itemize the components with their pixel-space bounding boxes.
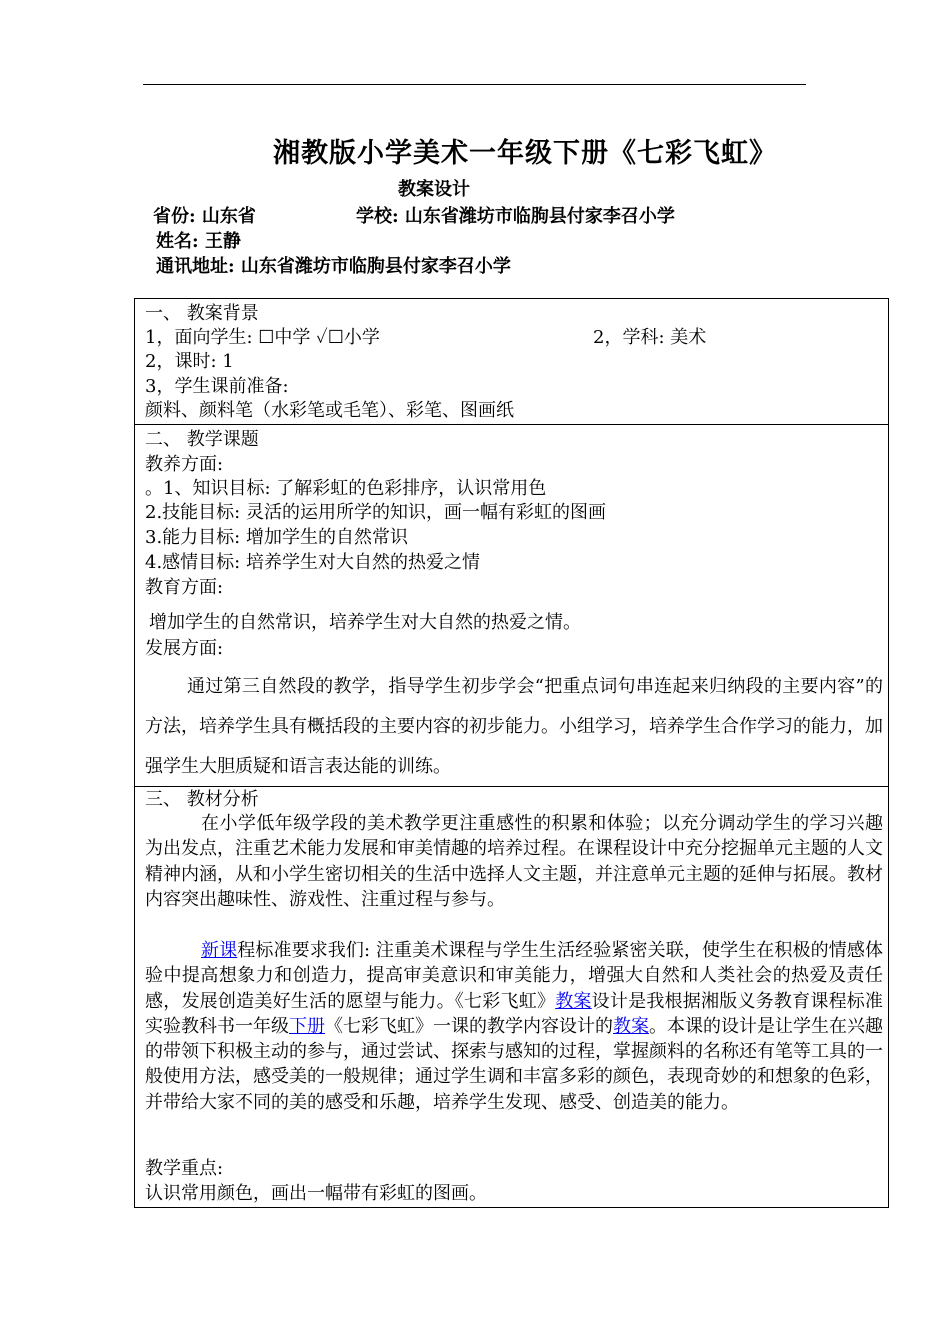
goal-line: 教养方面: (145, 454, 224, 475)
prep-label: 3，学生课前准备: (145, 376, 289, 397)
key-point-label: 教学重点: (145, 1158, 224, 1179)
page-title: 湘教版小学美术一年级下册《七彩飞虹》 (273, 138, 777, 169)
subject: 2，学科: 美术 (593, 327, 707, 348)
page-subtitle: 教案设计 (398, 179, 470, 200)
key-point-text: 认识常用颜色，画出一幅带有彩虹的图画。 (145, 1183, 487, 1204)
jiaoan-link[interactable]: 教案 (613, 1015, 649, 1037)
paragraph-text: 。本课的设计是让学生在兴趣的带领下积极主动的参与，通过尝试、探索与感知的过程，掌握颜料的名称还有笔等工具的一般使用方法，感受美的一般规律；通过学生调和丰富多彩的颜色，表现奇妙的和想象的色彩，并带给大家不同的美的感受和乐趣，培养学生发现、感受、创造美的能力。 (145, 1015, 883, 1113)
section-background (134, 298, 889, 425)
section-heading: 三、 教材分析 (145, 789, 259, 810)
xinke-link[interactable]: 新课 (201, 940, 238, 961)
analysis-paragraph-2 (145, 938, 883, 1115)
paragraph-text: 《七彩飞虹》一课的教学内容设计的 (325, 1015, 613, 1037)
goal-line: 教育方面: (145, 577, 224, 598)
analysis-paragraph-1: 在小学低年级学段的美术教学更注重感性的积累和体验；以充分调动学生的学习兴趣为出发点，注重艺术能力发展和审美情趣的培养过程。在课程设计中充分挖掘单元主题的人文精神内涵，从和小学生密切相关的生活中选择人文主题，并注意单元主题的延伸与拓展。教材内容突出趣味性、游戏性、注重过程与参与。 (145, 813, 883, 910)
goal-line: 3.能力目标: 增加学生的自然常识 (145, 527, 408, 548)
header-rule (143, 84, 806, 85)
xiace-link[interactable]: 下册 (289, 1015, 325, 1037)
goal-line: 4.感情目标: 培养学生对大自然的热爱之情 (145, 552, 480, 573)
paragraph-text: 设计是我根据湘版义务教育课程标准实验教科书一年级 (145, 990, 884, 1037)
section-heading: 二、 教学课题 (145, 429, 259, 450)
development-label: 发展方面: (145, 638, 224, 659)
prep-items: 颜料、颜料笔（水彩笔或毛笔）、彩笔、图画纸 (145, 400, 514, 421)
development-text: 通过第三自然段的教学，指导学生初步学会“把重点词句串连起来归纳段的主要内容”的方法，培养学生具有概括段的主要内容的初步能力。小组学习，培养学生合作学习的能力，加强学生大胆质疑和语言表达能的训练。 (145, 676, 883, 777)
goal-line: 。1、知识目标: 了解彩虹的色彩排序，认识常用色 (145, 478, 547, 499)
section-heading: 一、 教案背景 (145, 303, 259, 324)
section-topic (134, 424, 889, 787)
section-analysis (134, 786, 889, 1208)
school-field: 学校: 山东省潍坊市临朐县付家李召小学 (356, 206, 675, 227)
target-students: 1，面向学生: ☐中学 ✓☐小学 (145, 327, 380, 348)
class-hours: 2，课时: 1 (145, 351, 234, 372)
name-field: 姓名: 王静 (156, 231, 241, 252)
province-field: 省份: 山东省 (153, 206, 256, 227)
jiaoan-link[interactable]: 教案 (555, 990, 592, 1012)
address-field: 通讯地址: 山东省潍坊市临朐县付家李召小学 (156, 256, 511, 277)
goal-line: 2.技能目标: 灵活的运用所学的知识，画一幅有彩虹的图画 (145, 502, 606, 523)
education-text: 增加学生的自然常识，培养学生对大自然的热爱之情。 (149, 612, 581, 633)
paragraph-text: 程标准要求我们: 注重美术课程与学生生活经验紧密关联，使学生在积极的情感体验中提高想象力和创造力，提高审美意识和审美能力，增强大自然和人类社会的热爱及责任感，发展创造美好生活的愿望与能力。《七彩飞虹》 (145, 940, 883, 1012)
